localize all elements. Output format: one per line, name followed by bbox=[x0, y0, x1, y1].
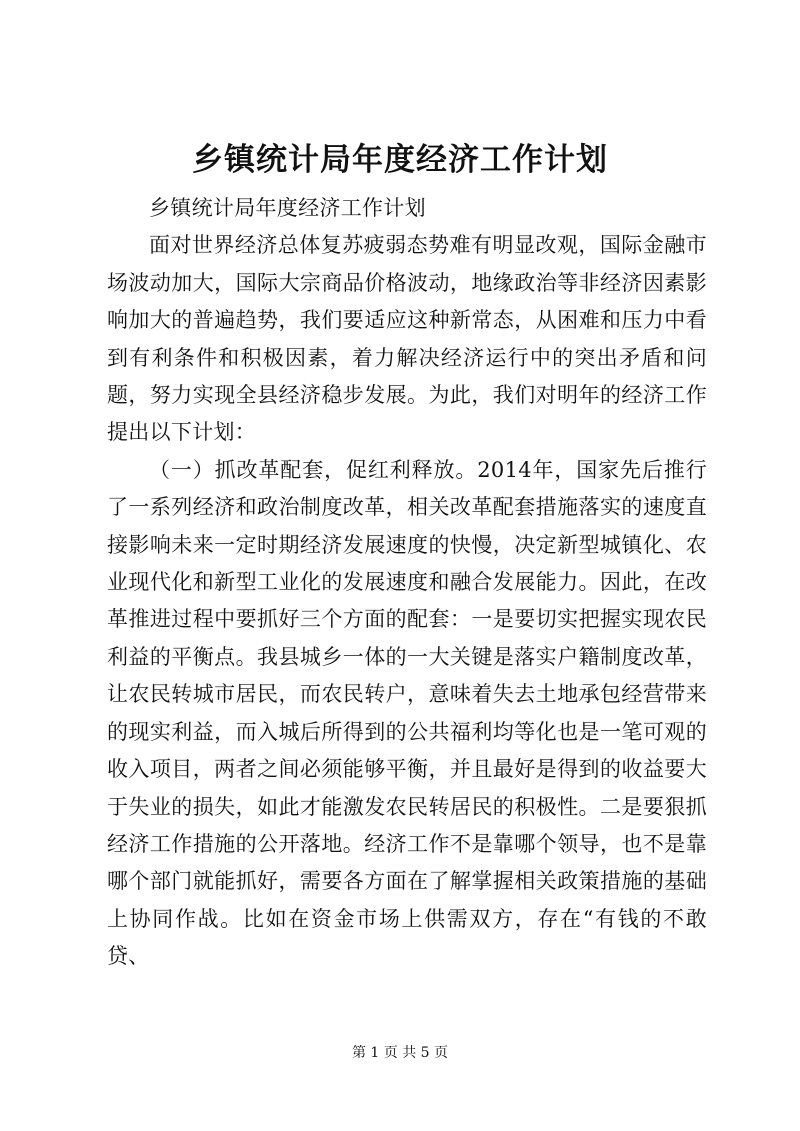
document-title: 乡镇统计局年度经济工作计划 bbox=[192, 142, 608, 178]
section-one-paragraph: （一）抓改革配套，促红利释放。2014年，国家先后推行了一系列经济和政治制度改革，相关改革配套措施落实的速度直接影响未来一定时期经济发展速度的快慢，决定新型城镇化、农业现代化和新型工业化的发展速度和融合发展能力。因此，在改革推进过程中要抓好三个方面的配套：一是要切实把握实现农民利益的平衡点。我县城乡一体的一大关键是落实户籍制度改革，让农民转城市居民，而农民转户，意味着失去土地承包经营带来的现实利益，而入城后所得到的公共福利均等化也是一笔可观的收入项目，两者之间必须能够平衡，并且最好是得到的收益要大于失业的损失，如此才能激发农民转居民的积极性。二是要狠抓经济工作措施的公开落地。经济工作不是靠哪个领导，也不是靠哪个部门就能抓好，需要各方面在了解掌握相关政策措施的基础上协同作战。比如在资金市场上供需双方，存在“有钱的不敢贷、 bbox=[107, 457, 707, 969]
document-body bbox=[107, 190, 707, 976]
page-footer: 第 1 页 共 5 页 bbox=[351, 1045, 449, 1061]
intro-paragraph: 面对世界经济总体复苏疲弱态势难有明显改观，国际金融市场波动加大，国际大宗商品价格波动，地缘政治等非经济因素影响加大的普遍趋势，我们要适应这种新常态，从困难和压力中看到有利条件和积极因素，着力解决经济运行中的突出矛盾和问题，努力实现全县经济稳步发展。为此，我们对明年的经济工作提出以下计划： bbox=[107, 233, 707, 445]
subtitle-paragraph: 乡镇统计局年度经济工作计划 bbox=[149, 196, 426, 220]
